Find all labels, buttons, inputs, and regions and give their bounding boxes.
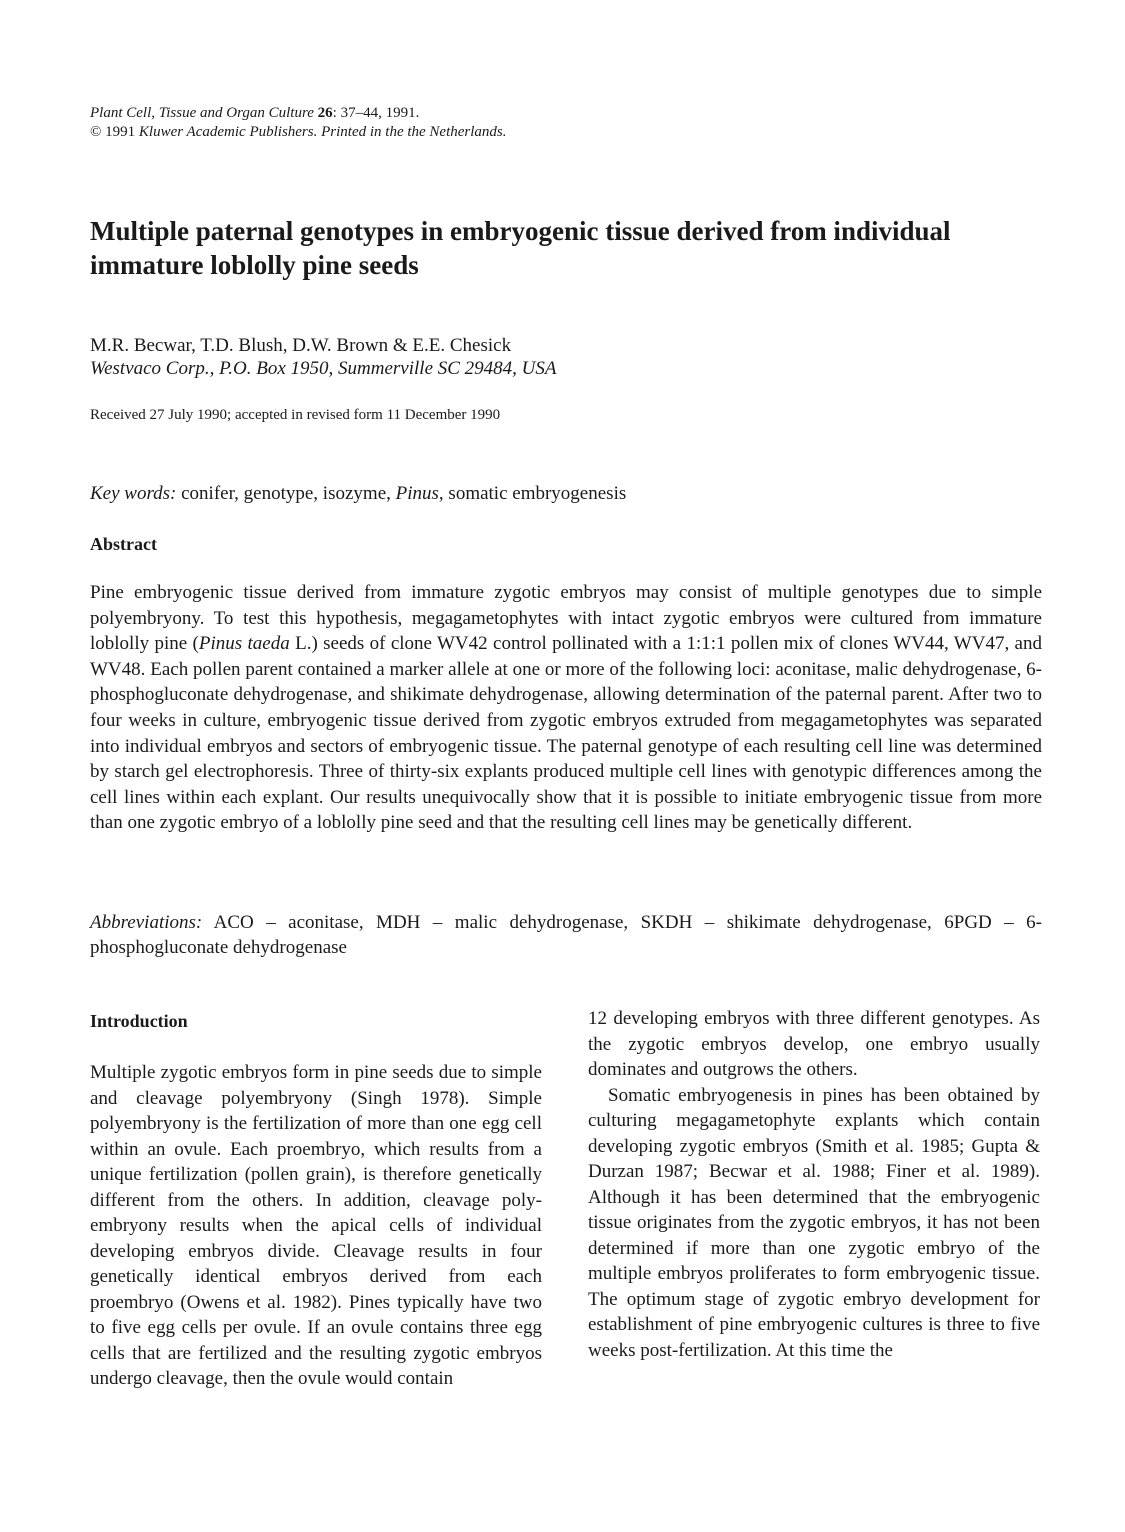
copyright-text: Kluwer Academic Publishers. Printed in the the Netherlands. [138, 124, 507, 140]
journal-name: Plant Cell, Tissue and Organ Culture [90, 105, 314, 121]
introduction-paragraph-1-continued: 12 developing embryos with three different genotypes. As the zygotic embryos develop, one embryo usually dominates and outgrows the others. [588, 1008, 1040, 1080]
keywords-genus: Pinus [395, 483, 439, 504]
keywords-label: Key words: [90, 483, 177, 504]
article-title: Multiple paternal genotypes in embryogenic tissue derived from individual immature loblolly pine seeds [90, 216, 951, 280]
abstract-heading: Abstract [90, 534, 157, 554]
right-column [588, 1006, 1040, 1363]
journal-volume: 26 [317, 105, 333, 121]
keywords-part1: conifer, genotype, isozyme, [176, 483, 396, 504]
author-list: M.R. Becwar, T.D. Blush, D.W. Brown & E.E. Chesick [90, 335, 512, 356]
journal-header [90, 104, 507, 142]
journal-pages-year: : 37–44, 1991. [332, 105, 420, 121]
keywords [90, 481, 626, 506]
copyright-year: 1991 [101, 124, 139, 140]
abstract-text-1: Pine embryogenic tissue derived from immature zygotic embryos may consist of multiple genotypes due to simple polyembryony. To test this hypothesis, megagametophytes with intact zygotic embryos were cultured from immature loblolly pine ( [90, 582, 1042, 655]
received-date: Received 27 July 1990; accepted in revised form 11 December 1990 [90, 407, 501, 423]
abstract-text-2: L.) seeds of clone WV42 control pollinated with a 1:1:1 pollen mix of clones WV44, WV47, and WV48. Each pollen parent contained a marker allele at one or more of the following loci: aconitase, malic dehydrogenase, 6-phosphogluconate dehydrogenase, and shikimate dehydrogenase, allowing determination of the paternal parent. After two to four weeks in culture, embryogenic tissue derived from zygotic embryos extruded from megagametophytes was separated into individual embryos and sectors of embryogenic tissue. The paternal genotype of each resulting cell line was determined by starch gel electrophoresis. Three of thirty-six explants produced multiple cell lines with genotypic differences among the cell lines within each explant. Our results unequivocally show that it is possible to initiate embryogenic tissue from more than one zygotic embryo of a loblolly pine seed and that the resulting cell lines may be genetically different. [90, 633, 1042, 834]
introduction-paragraph-1: Multiple zygotic embryos form in pine seeds due to simple and cleavage polyembryony (Singh 1978). Simple polyembryony is the fertilization of more than one egg cell within an ovule. Each proembryo, which results from a unique fertilization (pollen grain), is therefore genetically different from the others. In addition, cleavage polyembryony results when the apical cells of individual developing embryos divide. Cleavage results in four genetically identical embryos derived from each proembryo (Owens et al. 1982). Pines typically have two to five egg cells per ovule. If an ovule contains three egg cells that are fertilized and the resulting zygotic embryos undergo cleavage, then the ovule would contain [90, 1062, 542, 1389]
left-column [90, 1009, 542, 1392]
abstract-species: Pinus taeda [198, 633, 290, 655]
introduction-paragraph-2: Somatic embryogenesis in pines has been obtained by culturing megagametophyte explants which contain developing zygotic embryos (Smith et al. 1985; Gupta & Durzan 1987; Becwar et al. 1988; Finer et al. 1989). Although it has been determined that the embryogenic tissue originates from the zygotic embryos, it has not been determined if more than one zygotic embryo of the multiple embryos proliferates to form embryogenic tissue. The optimum stage of zygotic embryo development for establishment of pine embryogenic cultures is three to five weeks post-fertilization. At this time the [588, 1084, 1040, 1361]
keywords-part2: , somatic embryogenesis [438, 483, 627, 504]
journal-citation [90, 104, 507, 123]
abbreviations-label: Abbreviations: [90, 912, 203, 933]
abbreviations [90, 910, 1042, 960]
introduction-heading: Introduction [90, 1011, 188, 1031]
abstract-text [90, 580, 1042, 836]
copyright-symbol: © [90, 124, 102, 140]
copyright-line [90, 123, 507, 142]
author-affiliation: Westvaco Corp., P.O. Box 1950, Summerville SC 29484, USA [90, 358, 557, 379]
abbreviations-text: ACO – aconitase, MDH – malic dehydrogenase, SKDH – shikimate dehydrogenase, 6PGD – 6-phosphogluconate dehydrogenase [90, 912, 1042, 958]
